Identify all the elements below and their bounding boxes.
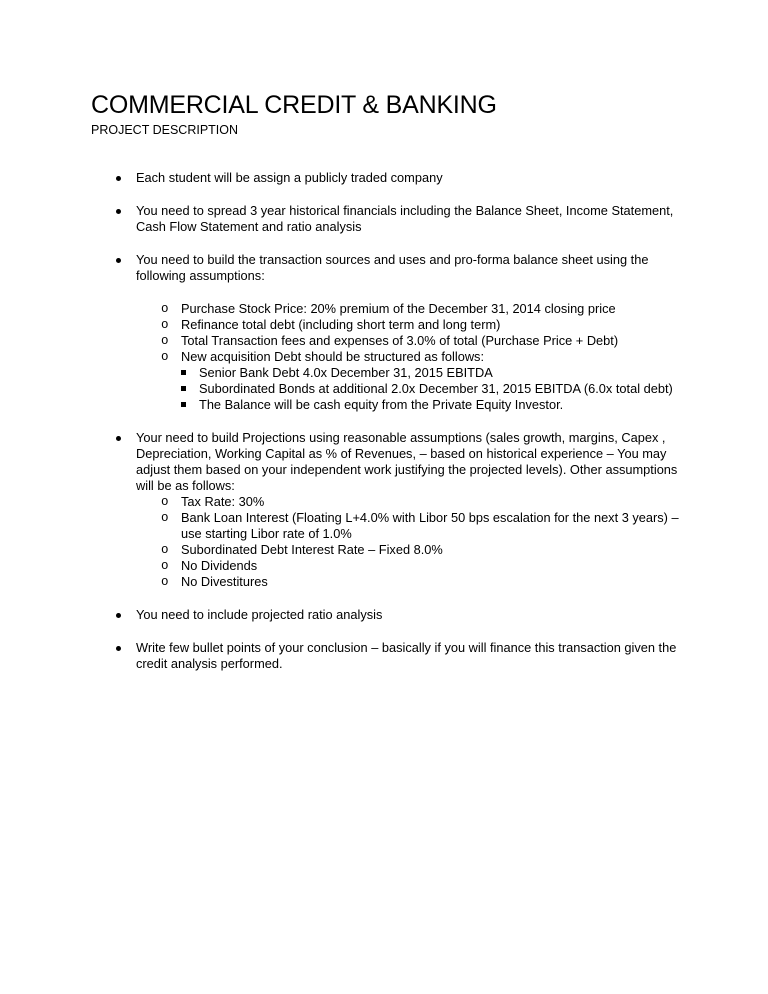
bullet-text: Write few bullet points of your conclusion – basically if you will finance this transaction given the credit analysis performed. [136, 640, 677, 671]
sub-bullet-text: Total Transaction fees and expenses of 3.0% of total (Purchase Price + Debt) [181, 333, 619, 348]
bullet-item [91, 607, 691, 623]
circle-bullet-icon: o [161, 318, 169, 332]
sub-bullet-item [136, 510, 691, 542]
circle-bullet-icon: o [161, 575, 169, 589]
bullet-dot-icon [116, 258, 121, 263]
bullet-text: You need to include projected ratio analysis [136, 607, 383, 622]
sub-bullet-text: Subordinated Debt Interest Rate – Fixed 8.0% [181, 542, 443, 557]
sub-bullet-text: Bank Loan Interest (Floating L+4.0% with Libor 50 bps escalation for the next 3 years) – use starting Libor rate of 1.0% [181, 510, 679, 541]
sub-bullet-text: Tax Rate: 30% [181, 494, 265, 509]
sub-bullet-text: No Divestitures [181, 574, 268, 589]
sub-bullet-item [136, 301, 691, 317]
sub-bullet-item [136, 542, 691, 558]
document-subtitle: PROJECT DESCRIPTION [91, 123, 239, 137]
sub-bullet-text: No Dividends [181, 558, 258, 573]
sub-bullet-text: New acquisition Debt should be structured as follows: [181, 349, 485, 364]
bullet-text: Your need to build Projections using reasonable assumptions (sales growth, margins, Capex , Depreciation, Working Capital as % of Revenues, – based on historical experience – You may adjust them based on your independent work justifying the projected levels). Other assumptions will be as follows: [136, 430, 678, 493]
sub-bullet-item [136, 574, 691, 590]
circle-bullet-icon: o [161, 350, 169, 364]
circle-bullet-icon: o [161, 302, 169, 316]
sub-sub-list [181, 365, 691, 413]
circle-bullet-icon: o [161, 543, 169, 557]
document-title: COMMERCIAL CREDIT & BANKING [91, 91, 497, 119]
sub-bullet-item [136, 494, 691, 510]
sub-bullet-item [136, 333, 691, 349]
square-bullet-icon [181, 370, 186, 375]
circle-bullet-icon: o [161, 511, 169, 525]
square-bullet-icon [181, 402, 186, 407]
sub-bullet-item [136, 558, 691, 574]
sub-bullet-item [136, 317, 691, 333]
document-body [91, 170, 691, 689]
sub-bullet-text: Refinance total debt (including short term and long term) [181, 317, 501, 332]
sub-sub-bullet-item [181, 397, 691, 413]
sub-sub-bullet-text: The Balance will be cash equity from the Private Equity Investor. [199, 397, 564, 412]
bullet-text: You need to spread 3 year historical financials including the Balance Sheet, Income Statement, Cash Flow Statement and ratio analysis [136, 203, 674, 234]
bullet-item [91, 252, 691, 413]
sub-bullet-text: Purchase Stock Price: 20% premium of the December 31, 2014 closing price [181, 301, 616, 316]
bullet-dot-icon [116, 176, 121, 181]
sub-sub-bullet-text: Subordinated Bonds at additional 2.0x December 31, 2015 EBITDA (6.0x total debt) [199, 381, 673, 396]
bullet-item [91, 430, 691, 590]
sub-sub-bullet-item [181, 381, 691, 397]
sub-list [136, 301, 691, 413]
bullet-item [91, 640, 691, 672]
square-bullet-icon [181, 386, 186, 391]
sub-list [136, 494, 691, 590]
bullet-dot-icon [116, 436, 121, 441]
bullet-text: You need to build the transaction sources and uses and pro-forma balance sheet using the following assumptions: [136, 252, 649, 283]
sub-sub-bullet-item [181, 365, 691, 381]
sub-bullet-item [136, 349, 691, 413]
circle-bullet-icon: o [161, 559, 169, 573]
bullet-text: Each student will be assign a publicly traded company [136, 170, 443, 185]
circle-bullet-icon: o [161, 495, 169, 509]
sub-sub-bullet-text: Senior Bank Debt 4.0x December 31, 2015 EBITDA [199, 365, 493, 380]
bullet-dot-icon [116, 613, 121, 618]
bullet-dot-icon [116, 209, 121, 214]
bullet-dot-icon [116, 646, 121, 651]
bullet-item [91, 170, 691, 186]
circle-bullet-icon: o [161, 334, 169, 348]
bullet-item [91, 203, 691, 235]
